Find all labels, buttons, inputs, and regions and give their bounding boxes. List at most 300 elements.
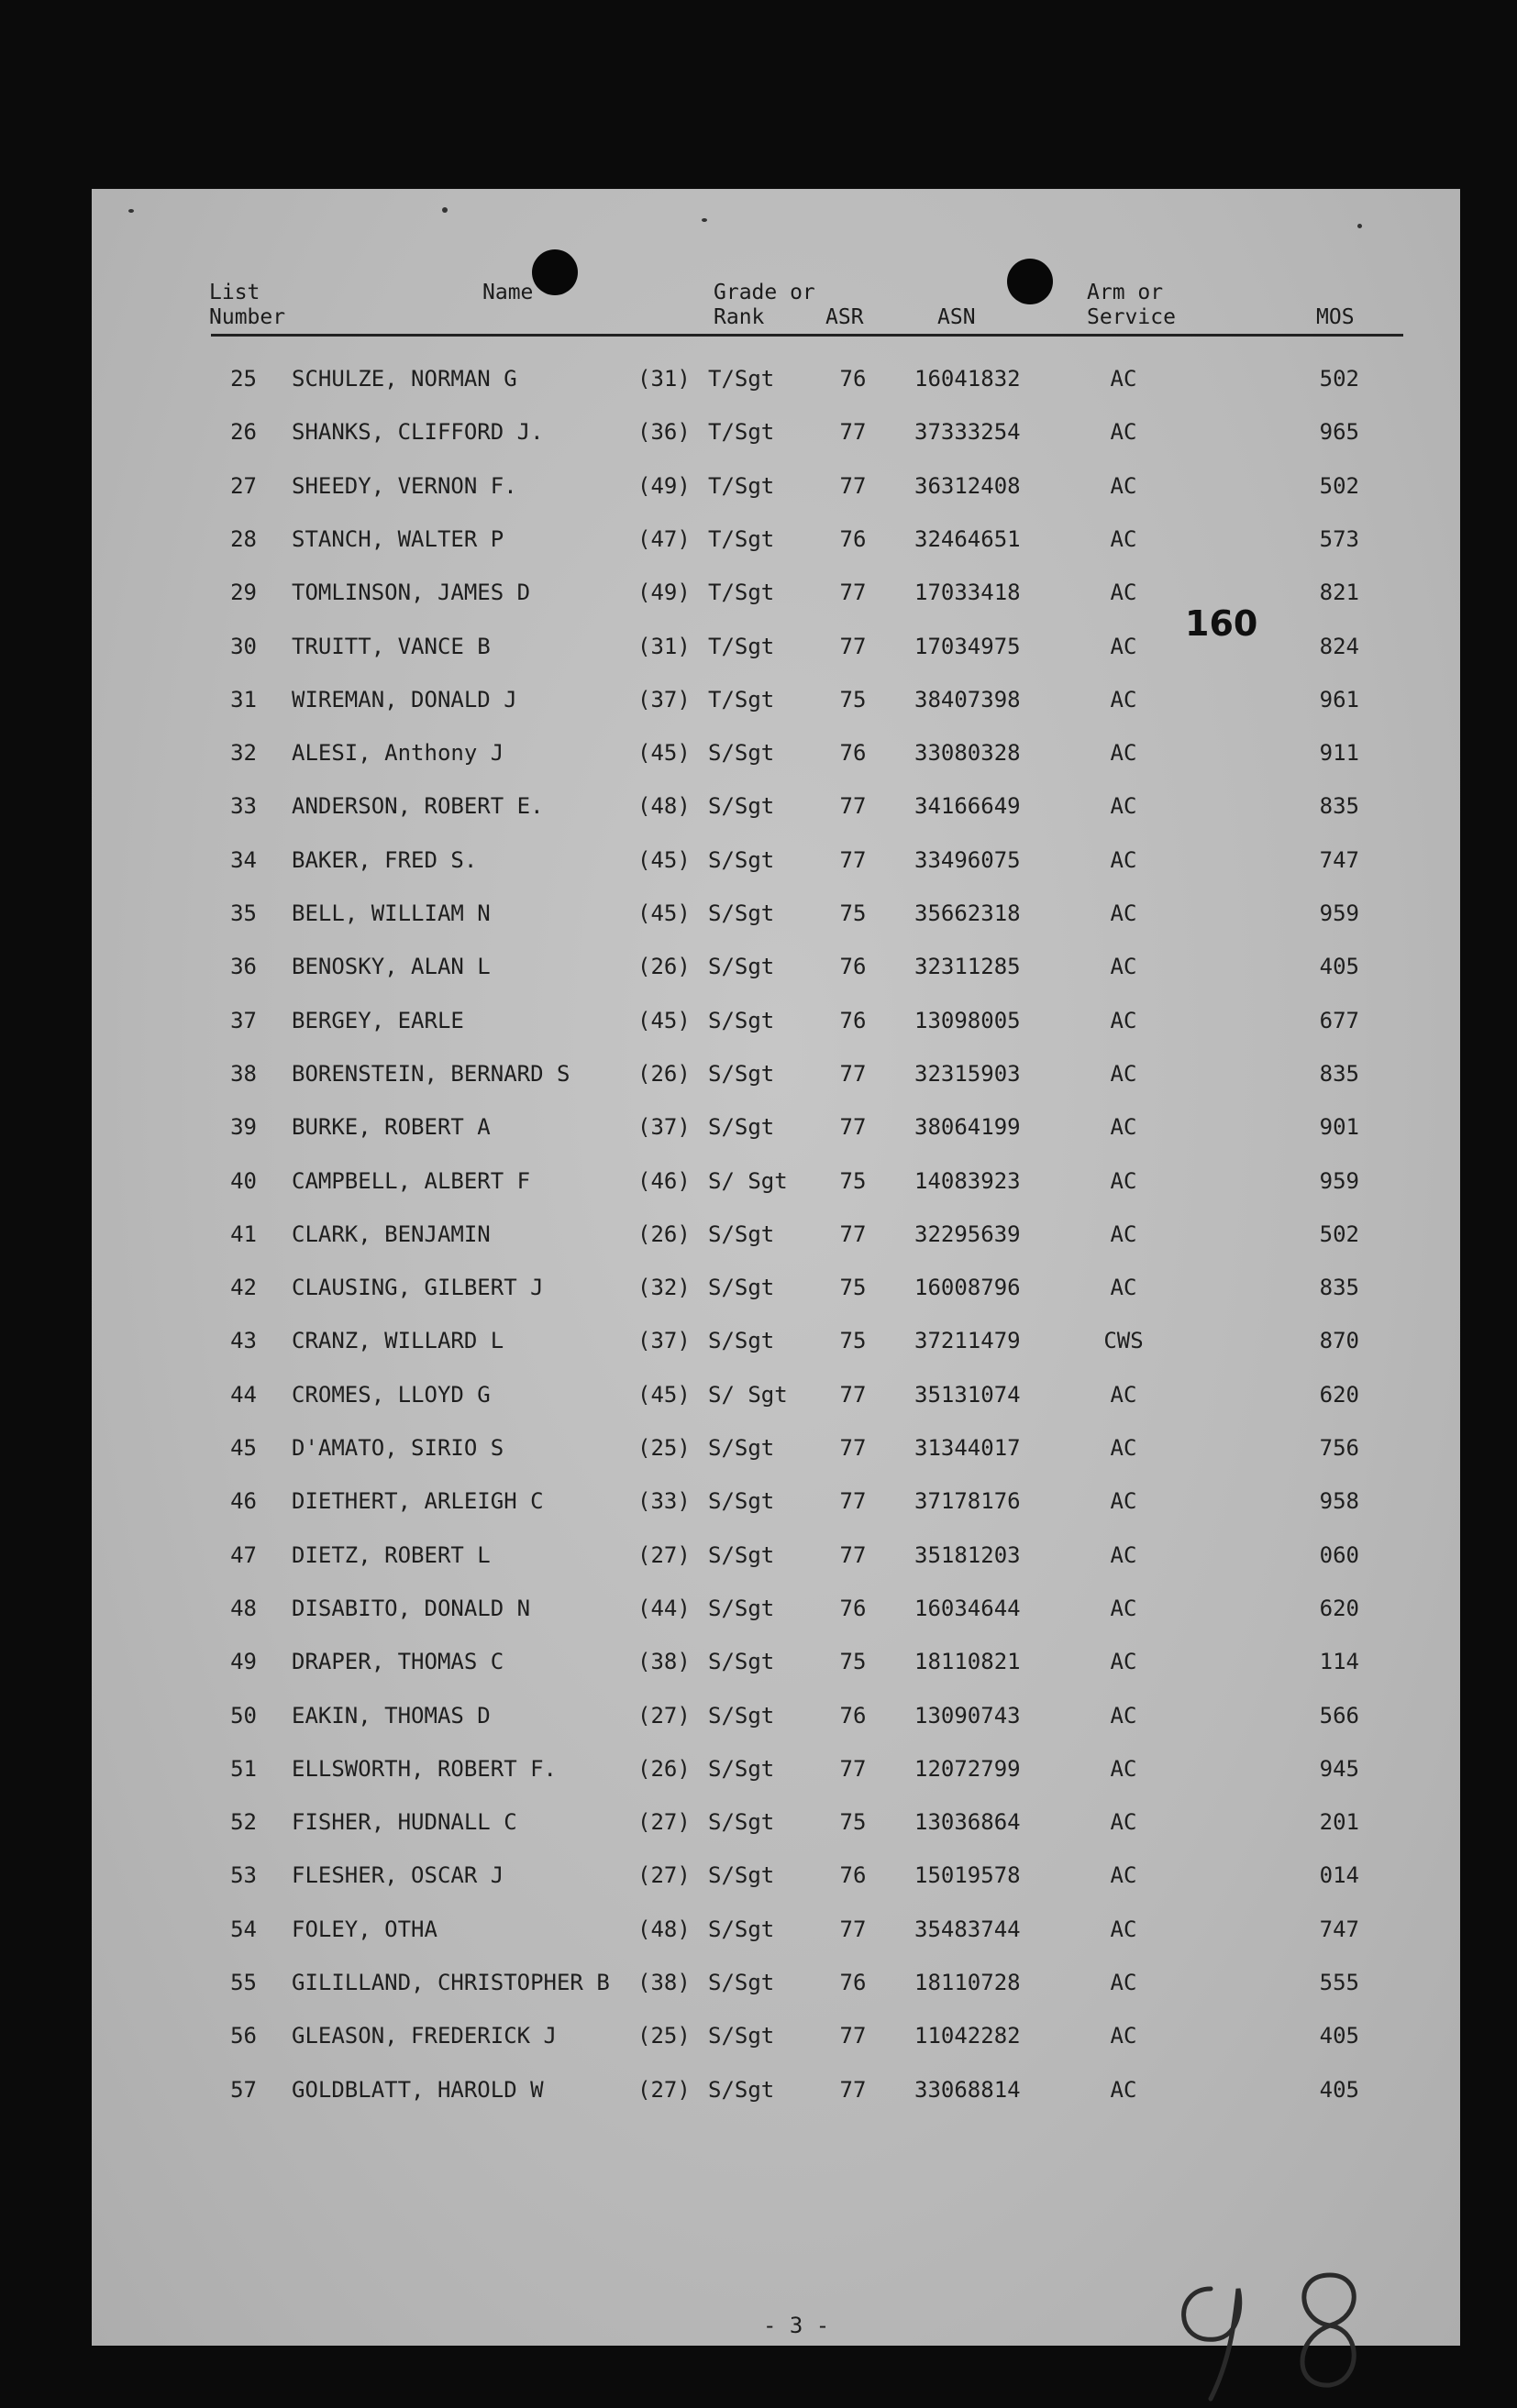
- table-row: [92, 686, 1460, 732]
- cell-num: 57: [230, 2076, 257, 2103]
- table-row: [92, 472, 1460, 518]
- cell-age: (26): [637, 1060, 691, 1087]
- handwritten-note: [1174, 2252, 1504, 2408]
- cell-name: DIETHERT, ARLEIGH C: [292, 1488, 544, 1515]
- cell-grade: S/Sgt: [708, 1060, 775, 1087]
- cell-asn: 34166649: [914, 793, 1021, 820]
- cell-name: SHEEDY, VERNON F.: [292, 472, 517, 499]
- table-row: [92, 1274, 1460, 1320]
- cell-grade: S/Sgt: [708, 1916, 775, 1942]
- cell-name: FLESHER, OSCAR J: [292, 1862, 504, 1889]
- table-row: [92, 1007, 1460, 1053]
- cell-arm: AC: [1110, 1702, 1137, 1729]
- cell-mos: 821: [1319, 580, 1359, 606]
- cell-mos: 959: [1319, 900, 1359, 926]
- cell-arm: AC: [1110, 1809, 1137, 1836]
- cell-age: (25): [637, 1435, 691, 1461]
- table-row: [92, 1060, 1460, 1106]
- cell-grade: S/ Sgt: [708, 1167, 788, 1194]
- cell-asr: 75: [839, 1275, 867, 1301]
- cell-asn: 14083923: [914, 1167, 1021, 1194]
- table-row: [92, 1434, 1460, 1480]
- cell-grade: S/Sgt: [708, 793, 775, 820]
- table-row: [92, 1755, 1460, 1801]
- cell-mos: 114: [1319, 1649, 1359, 1675]
- cell-name: BURKE, ROBERT A: [292, 1114, 491, 1141]
- cell-name: WIREMAN, DONALD J: [292, 686, 517, 712]
- cell-asr: 76: [839, 525, 867, 552]
- cell-num: 53: [230, 1862, 257, 1889]
- cell-asn: 35483744: [914, 1916, 1021, 1942]
- cell-arm: AC: [1110, 472, 1137, 499]
- cell-age: (46): [637, 1167, 691, 1194]
- cell-mos: 756: [1319, 1435, 1359, 1461]
- cell-asr: 75: [839, 900, 867, 926]
- cell-name: BAKER, FRED S.: [292, 846, 478, 873]
- cell-grade: S/Sgt: [708, 740, 775, 767]
- cell-asr: 77: [839, 1916, 867, 1942]
- cell-mos: 405: [1319, 954, 1359, 980]
- punch-hole-left: [532, 249, 578, 295]
- header-arm: [1087, 281, 1176, 330]
- cell-name: DISABITO, DONALD N: [292, 1595, 531, 1621]
- cell-num: 34: [230, 846, 257, 873]
- page-number: - 3 -: [763, 2313, 830, 2338]
- cell-mos: 677: [1319, 1007, 1359, 1033]
- cell-age: (27): [637, 2076, 691, 2103]
- cell-name: BORENSTEIN, BERNARD S: [292, 1060, 570, 1087]
- cell-asr: 77: [839, 633, 867, 659]
- cell-num: 47: [230, 1541, 257, 1568]
- cell-num: 39: [230, 1114, 257, 1141]
- speck: [128, 209, 134, 213]
- cell-grade: S/Sgt: [708, 1007, 775, 1033]
- cell-asn: 18110821: [914, 1649, 1021, 1675]
- cell-mos: 620: [1319, 1381, 1359, 1408]
- cell-asr: 77: [839, 419, 867, 446]
- table-row: [92, 739, 1460, 785]
- header-rule: [211, 334, 1403, 337]
- cell-arm: AC: [1110, 1488, 1137, 1515]
- cell-num: 44: [230, 1381, 257, 1408]
- cell-mos: 958: [1319, 1488, 1359, 1515]
- cell-asn: 38407398: [914, 686, 1021, 712]
- cell-arm: AC: [1110, 1381, 1137, 1408]
- cell-age: (33): [637, 1488, 691, 1515]
- cell-num: 32: [230, 740, 257, 767]
- cell-name: D'AMATO, SIRIO S: [292, 1435, 504, 1461]
- cell-asn: 11042282: [914, 2023, 1021, 2049]
- cell-arm: AC: [1110, 1595, 1137, 1621]
- cell-grade: S/Sgt: [708, 1435, 775, 1461]
- punch-hole-right: [1007, 259, 1053, 304]
- cell-age: (45): [637, 740, 691, 767]
- cell-asn: 13098005: [914, 1007, 1021, 1033]
- cell-arm: AC: [1110, 1862, 1137, 1889]
- cell-asn: 35662318: [914, 900, 1021, 926]
- cell-arm: AC: [1110, 1221, 1137, 1247]
- cell-mos: 566: [1319, 1702, 1359, 1729]
- cell-arm: AC: [1110, 740, 1137, 767]
- cell-name: BERGEY, EARLE: [292, 1007, 464, 1033]
- cell-age: (48): [637, 793, 691, 820]
- cell-grade: S/Sgt: [708, 1862, 775, 1889]
- cell-name: CRANZ, WILLARD L: [292, 1328, 504, 1354]
- cell-grade: S/Sgt: [708, 2023, 775, 2049]
- table-row: [92, 1221, 1460, 1266]
- table-row: [92, 1808, 1460, 1854]
- cell-grade: T/Sgt: [708, 419, 775, 446]
- cell-arm: AC: [1110, 2023, 1137, 2049]
- cell-age: (32): [637, 1275, 691, 1301]
- cell-age: (45): [637, 1007, 691, 1033]
- cell-asr: 77: [839, 793, 867, 820]
- document-page: [92, 189, 1460, 2346]
- cell-asn: 16041832: [914, 366, 1021, 392]
- cell-arm: AC: [1110, 1649, 1137, 1675]
- cell-mos: 835: [1319, 1060, 1359, 1087]
- cell-asn: 32311285: [914, 954, 1021, 980]
- table-row: [92, 1916, 1460, 1961]
- cell-num: 41: [230, 1221, 257, 1247]
- cell-name: TRUITT, VANCE B: [292, 633, 491, 659]
- cell-arm: CWS: [1103, 1328, 1144, 1354]
- cell-grade: S/Sgt: [708, 954, 775, 980]
- cell-num: 38: [230, 1060, 257, 1087]
- table-row: [92, 1969, 1460, 2015]
- cell-num: 42: [230, 1275, 257, 1301]
- cell-num: 40: [230, 1167, 257, 1194]
- cell-num: 31: [230, 686, 257, 712]
- header-grade: [714, 281, 815, 330]
- cell-asn: 38064199: [914, 1114, 1021, 1141]
- cell-mos: 870: [1319, 1328, 1359, 1354]
- cell-age: (37): [637, 1328, 691, 1354]
- header-arm-line2: Service: [1087, 305, 1176, 329]
- table-row: [92, 1167, 1460, 1213]
- table-row: [92, 900, 1460, 945]
- cell-name: DRAPER, THOMAS C: [292, 1649, 504, 1675]
- cell-asr: 75: [839, 1809, 867, 1836]
- cell-mos: 405: [1319, 2023, 1359, 2049]
- cell-grade: T/Sgt: [708, 633, 775, 659]
- cell-asn: 15019578: [914, 1862, 1021, 1889]
- cell-arm: AC: [1110, 1916, 1137, 1942]
- cell-asn: 16008796: [914, 1275, 1021, 1301]
- cell-asn: 33080328: [914, 740, 1021, 767]
- table-row: [92, 1648, 1460, 1694]
- cell-age: (48): [637, 1916, 691, 1942]
- cell-asn: 33496075: [914, 846, 1021, 873]
- cell-asn: 32464651: [914, 525, 1021, 552]
- cell-asr: 75: [839, 1649, 867, 1675]
- cell-mos: 747: [1319, 1916, 1359, 1942]
- cell-age: (49): [637, 472, 691, 499]
- cell-age: (26): [637, 954, 691, 980]
- cell-num: 49: [230, 1649, 257, 1675]
- cell-arm: AC: [1110, 580, 1137, 606]
- cell-arm: AC: [1110, 686, 1137, 712]
- cell-asn: 18110728: [914, 1970, 1021, 1995]
- cell-asr: 76: [839, 1970, 867, 1995]
- cell-num: 27: [230, 472, 257, 499]
- cell-mos: 911: [1319, 740, 1359, 767]
- cell-asn: 17033418: [914, 580, 1021, 606]
- cell-arm: AC: [1110, 525, 1137, 552]
- cell-arm: AC: [1110, 1060, 1137, 1087]
- cell-asn: 35131074: [914, 1381, 1021, 1408]
- cell-grade: S/Sgt: [708, 1328, 775, 1354]
- cell-num: 55: [230, 1970, 257, 1995]
- cell-age: (37): [637, 1114, 691, 1141]
- cell-mos: 835: [1319, 1275, 1359, 1301]
- cell-asr: 77: [839, 1381, 867, 1408]
- cell-mos: 620: [1319, 1595, 1359, 1621]
- cell-mos: 555: [1319, 1970, 1359, 1995]
- cell-num: 48: [230, 1595, 257, 1621]
- table-row: [92, 1381, 1460, 1427]
- cell-mos: 965: [1319, 419, 1359, 446]
- cell-grade: S/Sgt: [708, 1114, 775, 1141]
- cell-num: 37: [230, 1007, 257, 1033]
- cell-age: (31): [637, 633, 691, 659]
- cell-asr: 76: [839, 366, 867, 392]
- table-row: [92, 1113, 1460, 1159]
- header-asn: ASN: [937, 305, 976, 329]
- cell-grade: S/ Sgt: [708, 1381, 788, 1408]
- cell-arm: AC: [1110, 1167, 1137, 1194]
- cell-name: EAKIN, THOMAS D: [292, 1702, 491, 1729]
- cell-grade: T/Sgt: [708, 525, 775, 552]
- table-row: [92, 846, 1460, 892]
- cell-mos: 405: [1319, 2076, 1359, 2103]
- cell-grade: S/Sgt: [708, 1275, 775, 1301]
- cell-name: SHANKS, CLIFFORD J.: [292, 419, 544, 446]
- cell-num: 29: [230, 580, 257, 606]
- cell-grade: S/Sgt: [708, 1649, 775, 1675]
- cell-asr: 76: [839, 740, 867, 767]
- cell-asr: 76: [839, 1007, 867, 1033]
- cell-asn: 31344017: [914, 1435, 1021, 1461]
- cell-asn: 16034644: [914, 1595, 1021, 1621]
- cell-asn: 36312408: [914, 472, 1021, 499]
- cell-grade: T/Sgt: [708, 366, 775, 392]
- header-mos: MOS: [1316, 305, 1355, 329]
- cell-grade: T/Sgt: [708, 472, 775, 499]
- cell-mos: 747: [1319, 846, 1359, 873]
- cell-age: (49): [637, 580, 691, 606]
- cell-name: BELL, WILLIAM N: [292, 900, 491, 926]
- cell-num: 56: [230, 2023, 257, 2049]
- cell-asr: 77: [839, 472, 867, 499]
- cell-name: ELLSWORTH, ROBERT F.: [292, 1755, 557, 1782]
- cell-arm: AC: [1110, 633, 1137, 659]
- cell-asn: 17034975: [914, 633, 1021, 659]
- table-row: [92, 792, 1460, 838]
- cell-age: (26): [637, 1755, 691, 1782]
- cell-mos: 201: [1319, 1809, 1359, 1836]
- cell-asn: 37178176: [914, 1488, 1021, 1515]
- cell-num: 51: [230, 1755, 257, 1782]
- cell-grade: T/Sgt: [708, 580, 775, 606]
- cell-asr: 77: [839, 1488, 867, 1515]
- table-row: [92, 525, 1460, 571]
- cell-age: (38): [637, 1649, 691, 1675]
- table-row: [92, 418, 1460, 464]
- cell-num: 54: [230, 1916, 257, 1942]
- cell-arm: AC: [1110, 1755, 1137, 1782]
- cell-num: 25: [230, 366, 257, 392]
- cell-name: STANCH, WALTER P: [292, 525, 504, 552]
- cell-name: ALESI, Anthony J: [292, 740, 504, 767]
- cell-grade: S/Sgt: [708, 1702, 775, 1729]
- cell-arm: AC: [1110, 1114, 1137, 1141]
- header-arm-line1: Arm or: [1087, 281, 1164, 304]
- header-list-number: [209, 281, 285, 330]
- cell-arm: AC: [1110, 846, 1137, 873]
- cell-name: FISHER, HUDNALL C: [292, 1809, 517, 1836]
- cell-name: DIETZ, ROBERT L: [292, 1541, 491, 1568]
- cell-name: ANDERSON, ROBERT E.: [292, 793, 544, 820]
- cell-mos: 060: [1319, 1541, 1359, 1568]
- cell-asr: 76: [839, 1862, 867, 1889]
- stamp-number: 160: [1185, 603, 1258, 644]
- cell-asr: 77: [839, 1060, 867, 1087]
- cell-asn: 13036864: [914, 1809, 1021, 1836]
- cell-age: (27): [637, 1862, 691, 1889]
- cell-grade: S/Sgt: [708, 1755, 775, 1782]
- speck: [1357, 224, 1362, 228]
- cell-name: SCHULZE, NORMAN G: [292, 366, 517, 392]
- cell-name: GLEASON, FREDERICK J: [292, 2023, 557, 2049]
- cell-asr: 76: [839, 954, 867, 980]
- table-row: [92, 1541, 1460, 1587]
- cell-num: 46: [230, 1488, 257, 1515]
- cell-grade: S/Sgt: [708, 1541, 775, 1568]
- cell-age: (37): [637, 686, 691, 712]
- table-row: [92, 1595, 1460, 1640]
- cell-name: GILILLAND, CHRISTOPHER B: [292, 1970, 610, 1995]
- cell-age: (26): [637, 1221, 691, 1247]
- cell-grade: S/Sgt: [708, 2076, 775, 2103]
- cell-arm: AC: [1110, 1970, 1137, 1995]
- table-row: [92, 2022, 1460, 2068]
- table-row: [92, 1327, 1460, 1373]
- cell-asn: 32295639: [914, 1221, 1021, 1247]
- cell-num: 45: [230, 1435, 257, 1461]
- cell-name: FOLEY, OTHA: [292, 1916, 437, 1942]
- cell-asn: 13090743: [914, 1702, 1021, 1729]
- cell-name: BENOSKY, ALAN L: [292, 954, 491, 980]
- cell-asn: 12072799: [914, 1755, 1021, 1782]
- cell-arm: AC: [1110, 1541, 1137, 1568]
- cell-asr: 77: [839, 846, 867, 873]
- cell-mos: 901: [1319, 1114, 1359, 1141]
- cell-arm: AC: [1110, 2076, 1137, 2103]
- speck: [442, 207, 448, 213]
- cell-asr: 77: [839, 1435, 867, 1461]
- cell-asr: 75: [839, 1167, 867, 1194]
- cell-grade: S/Sgt: [708, 846, 775, 873]
- cell-num: 52: [230, 1809, 257, 1836]
- cell-asr: 75: [839, 686, 867, 712]
- cell-age: (47): [637, 525, 691, 552]
- cell-asn: 32315903: [914, 1060, 1021, 1087]
- cell-arm: AC: [1110, 1435, 1137, 1461]
- cell-grade: S/Sgt: [708, 1221, 775, 1247]
- cell-mos: 959: [1319, 1167, 1359, 1194]
- cell-asr: 77: [839, 2076, 867, 2103]
- cell-grade: S/Sgt: [708, 900, 775, 926]
- speck: [702, 218, 707, 222]
- cell-asr: 77: [839, 1541, 867, 1568]
- cell-age: (45): [637, 846, 691, 873]
- cell-grade: S/Sgt: [708, 1970, 775, 1995]
- cell-grade: S/Sgt: [708, 1809, 775, 1836]
- cell-mos: 502: [1319, 366, 1359, 392]
- cell-mos: 014: [1319, 1862, 1359, 1889]
- cell-mos: 824: [1319, 633, 1359, 659]
- cell-age: (44): [637, 1595, 691, 1621]
- header-name: Name: [482, 281, 534, 304]
- cell-age: (25): [637, 2023, 691, 2049]
- cell-name: CAMPBELL, ALBERT F: [292, 1167, 531, 1194]
- table-row: [92, 1487, 1460, 1533]
- cell-mos: 502: [1319, 472, 1359, 499]
- cell-grade: S/Sgt: [708, 1488, 775, 1515]
- cell-num: 35: [230, 900, 257, 926]
- header-list-line1: List: [209, 281, 260, 304]
- cell-mos: 573: [1319, 525, 1359, 552]
- cell-age: (36): [637, 419, 691, 446]
- cell-mos: 835: [1319, 793, 1359, 820]
- cell-asr: 77: [839, 1755, 867, 1782]
- cell-asn: 33068814: [914, 2076, 1021, 2103]
- cell-arm: AC: [1110, 1275, 1137, 1301]
- cell-asr: 77: [839, 580, 867, 606]
- table-row: [92, 2076, 1460, 2122]
- cell-arm: AC: [1110, 419, 1137, 446]
- header-asr: ASR: [825, 305, 864, 329]
- cell-grade: S/Sgt: [708, 1595, 775, 1621]
- cell-name: CLAUSING, GILBERT J: [292, 1275, 544, 1301]
- cell-num: 28: [230, 525, 257, 552]
- cell-asr: 77: [839, 1114, 867, 1141]
- cell-name: TOMLINSON, JAMES D: [292, 580, 531, 606]
- cell-num: 26: [230, 419, 257, 446]
- table-row: [92, 365, 1460, 411]
- cell-num: 33: [230, 793, 257, 820]
- cell-mos: 961: [1319, 686, 1359, 712]
- cell-asr: 76: [839, 1595, 867, 1621]
- cell-asn: 37333254: [914, 419, 1021, 446]
- cell-name: GOLDBLATT, HAROLD W: [292, 2076, 544, 2103]
- header-grade-line1: Grade or: [714, 281, 815, 304]
- cell-age: (45): [637, 900, 691, 926]
- cell-asr: 75: [839, 1328, 867, 1354]
- cell-mos: 945: [1319, 1755, 1359, 1782]
- cell-num: 43: [230, 1328, 257, 1354]
- cell-age: (38): [637, 1970, 691, 1995]
- cell-arm: AC: [1110, 1007, 1137, 1033]
- cell-mos: 502: [1319, 1221, 1359, 1247]
- cell-num: 36: [230, 954, 257, 980]
- cell-name: CLARK, BENJAMIN: [292, 1221, 491, 1247]
- cell-asr: 76: [839, 1702, 867, 1729]
- cell-arm: AC: [1110, 366, 1137, 392]
- cell-age: (27): [637, 1541, 691, 1568]
- cell-age: (45): [637, 1381, 691, 1408]
